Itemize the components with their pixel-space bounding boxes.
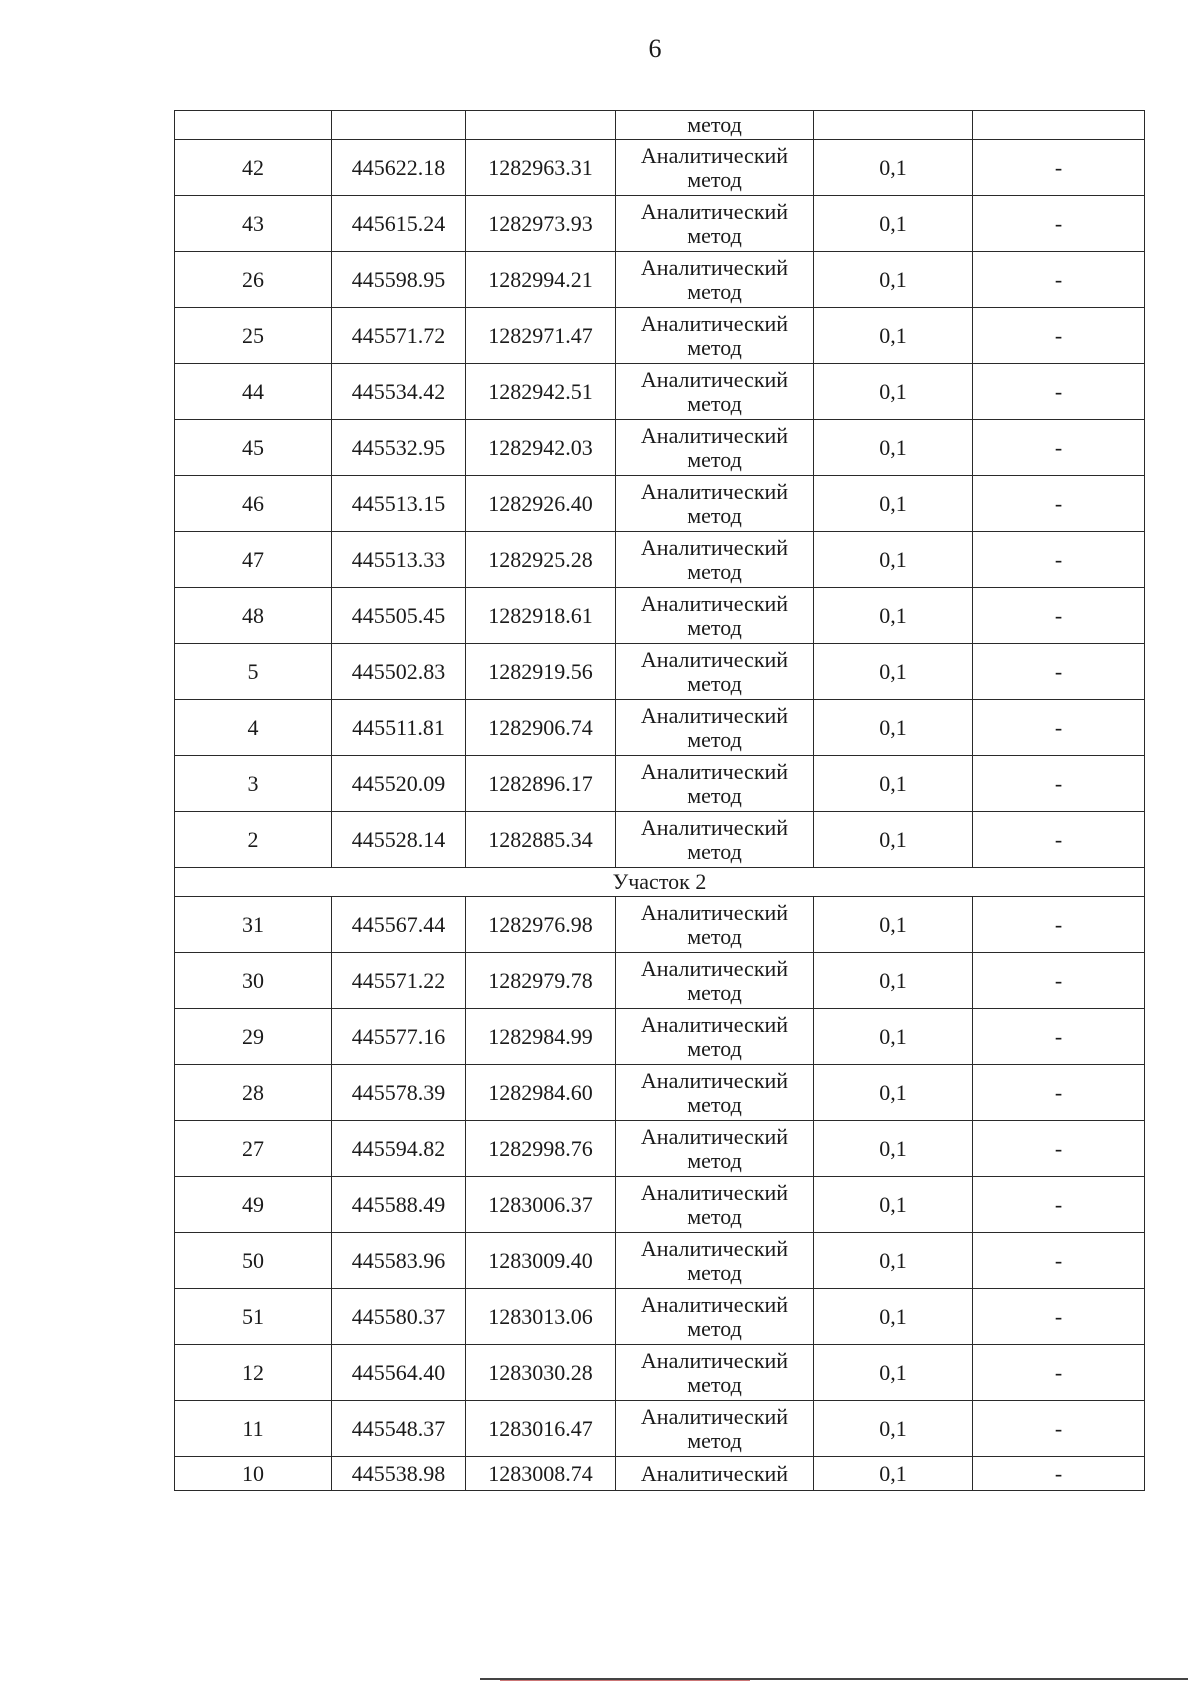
table-row: [175, 1065, 1145, 1121]
method-word-1: Аналитический: [640, 1179, 789, 1205]
method-word-2: метод: [687, 614, 742, 640]
cell-dash: -: [973, 140, 1145, 196]
cell-empty: [332, 111, 466, 140]
table-row: [175, 364, 1145, 420]
cell-method: Аналитический: [616, 1457, 814, 1491]
method-word-2: метод: [687, 726, 742, 752]
method-word-1: Аналитический: [640, 198, 789, 224]
method-word-2: метод: [687, 390, 742, 416]
cell-point-number: 11: [175, 1401, 332, 1457]
method-word-1: Аналитический: [640, 590, 789, 616]
table-row: [175, 1233, 1145, 1289]
table-row: [175, 1121, 1145, 1177]
cell-point-number: 45: [175, 420, 332, 476]
table-row: [175, 1289, 1145, 1345]
cell-y-coordinate: 1283030.28: [466, 1345, 616, 1401]
method-word-2: метод: [687, 923, 742, 949]
table-row: [175, 644, 1145, 700]
cell-x-coordinate: 445598.95: [332, 252, 466, 308]
method-word-2: метод: [687, 838, 742, 864]
method-word-2: метод: [687, 278, 742, 304]
cell-accuracy: 0,1: [814, 1009, 973, 1065]
table-row: [175, 252, 1145, 308]
cell-accuracy: 0,1: [814, 364, 973, 420]
cell-dash: -: [973, 700, 1145, 756]
cell-empty: [973, 111, 1145, 140]
cell-x-coordinate: 445578.39: [332, 1065, 466, 1121]
cell-method: [616, 1177, 814, 1233]
cell-dash: -: [973, 1009, 1145, 1065]
cell-accuracy: 0,1: [814, 812, 973, 868]
method-word-1: Аналитический: [640, 534, 789, 560]
table-row-last: [175, 1457, 1145, 1491]
cell-point-number: 5: [175, 644, 332, 700]
cell-dash: -: [973, 1401, 1145, 1457]
cell-point-number: 44: [175, 364, 332, 420]
cell-x-coordinate: 445520.09: [332, 756, 466, 812]
cell-y-coordinate: 1283006.37: [466, 1177, 616, 1233]
cell-accuracy: 0,1: [814, 532, 973, 588]
cell-dash: -: [973, 1345, 1145, 1401]
cell-method: [616, 1233, 814, 1289]
method-word-1: Аналитический: [640, 1347, 789, 1373]
table-row: [175, 140, 1145, 196]
method-word-1: Аналитический: [640, 366, 789, 392]
method-word-1: Аналитический: [640, 758, 789, 784]
cell-point-number: 46: [175, 476, 332, 532]
cell-y-coordinate: 1282963.31: [466, 140, 616, 196]
method-word-2: метод: [687, 979, 742, 1005]
cell-x-coordinate: 445580.37: [332, 1289, 466, 1345]
cell-accuracy: 0,1: [814, 140, 973, 196]
cell-method: [616, 252, 814, 308]
cell-accuracy: 0,1: [814, 308, 973, 364]
table-row: [175, 756, 1145, 812]
method-word-1: Аналитический: [640, 254, 789, 280]
cell-empty: [175, 111, 332, 140]
cell-point-number: 48: [175, 588, 332, 644]
cell-y-coordinate: 1282984.60: [466, 1065, 616, 1121]
cell-x-coordinate: 445577.16: [332, 1009, 466, 1065]
cell-y-coordinate: 1282885.34: [466, 812, 616, 868]
method-word-1: Аналитический: [640, 1067, 789, 1093]
cell-point-number: 47: [175, 532, 332, 588]
cell-dash: -: [973, 812, 1145, 868]
cell-point-number: 31: [175, 897, 332, 953]
cell-empty: [814, 111, 973, 140]
table-row: [175, 532, 1145, 588]
cell-dash: -: [973, 420, 1145, 476]
method-word-2: метод: [687, 782, 742, 808]
method-word-2: метод: [687, 1147, 742, 1173]
cell-y-coordinate: 1282973.93: [466, 196, 616, 252]
method-word-2: метод: [687, 222, 742, 248]
method-word-1: Аналитический: [640, 1403, 789, 1429]
cell-accuracy: 0,1: [814, 644, 973, 700]
table-row: [175, 420, 1145, 476]
cell-method: [616, 364, 814, 420]
cell-point-number: 12: [175, 1345, 332, 1401]
cell-x-coordinate: 445571.22: [332, 953, 466, 1009]
cell-method: [616, 644, 814, 700]
cell-method: [616, 1121, 814, 1177]
cell-x-coordinate: 445594.82: [332, 1121, 466, 1177]
coordinates-table: [174, 110, 1145, 1491]
cell-dash: -: [973, 1289, 1145, 1345]
table-row: [175, 812, 1145, 868]
table-row: [175, 196, 1145, 252]
cell-accuracy: 0,1: [814, 196, 973, 252]
cell-method-continuation: метод: [616, 111, 814, 140]
cell-y-coordinate: 1282918.61: [466, 588, 616, 644]
cell-y-coordinate: 1283013.06: [466, 1289, 616, 1345]
cell-point-number: 51: [175, 1289, 332, 1345]
cell-x-coordinate: 445588.49: [332, 1177, 466, 1233]
cell-y-coordinate: 1282976.98: [466, 897, 616, 953]
cell-accuracy: 0,1: [814, 1345, 973, 1401]
table-body: [175, 111, 1145, 1491]
cell-y-coordinate: 1283008.74: [466, 1457, 616, 1491]
cell-method: [616, 812, 814, 868]
cell-y-coordinate: 1282896.17: [466, 756, 616, 812]
cell-dash: -: [973, 953, 1145, 1009]
cell-accuracy: 0,1: [814, 1177, 973, 1233]
cell-x-coordinate: 445622.18: [332, 140, 466, 196]
cell-y-coordinate: 1283016.47: [466, 1401, 616, 1457]
method-word-2: метод: [687, 1091, 742, 1117]
method-word-1: Аналитический: [640, 814, 789, 840]
method-word-1: Аналитический: [640, 1235, 789, 1261]
cell-method: [616, 897, 814, 953]
cell-method: [616, 1401, 814, 1457]
section-row: [175, 868, 1145, 897]
method-word-1: Аналитический: [640, 1011, 789, 1037]
cell-method: [616, 700, 814, 756]
cell-method: [616, 1345, 814, 1401]
method-word-1: Аналитический: [640, 646, 789, 672]
cell-method: [616, 1065, 814, 1121]
cell-x-coordinate: 445564.40: [332, 1345, 466, 1401]
cell-method: [616, 953, 814, 1009]
cell-y-coordinate: 1282925.28: [466, 532, 616, 588]
cell-dash: -: [973, 588, 1145, 644]
cell-method: [616, 476, 814, 532]
cell-x-coordinate: 445528.14: [332, 812, 466, 868]
cell-x-coordinate: 445567.44: [332, 897, 466, 953]
cell-x-coordinate: 445548.37: [332, 1401, 466, 1457]
cell-y-coordinate: 1282998.76: [466, 1121, 616, 1177]
cell-dash: -: [973, 1233, 1145, 1289]
cell-x-coordinate: 445571.72: [332, 308, 466, 364]
section-title: Участок 2: [175, 868, 1145, 897]
table-row: [175, 1177, 1145, 1233]
cell-y-coordinate: 1282926.40: [466, 476, 616, 532]
cell-y-coordinate: 1282984.99: [466, 1009, 616, 1065]
cell-dash: -: [973, 1065, 1145, 1121]
cell-method: [616, 1009, 814, 1065]
cell-y-coordinate: 1282942.51: [466, 364, 616, 420]
cell-y-coordinate: 1282971.47: [466, 308, 616, 364]
cell-accuracy: 0,1: [814, 700, 973, 756]
cell-method: [616, 588, 814, 644]
page-number: 6: [648, 34, 662, 63]
table-row: [175, 897, 1145, 953]
cell-x-coordinate: 445615.24: [332, 196, 466, 252]
cell-point-number: 50: [175, 1233, 332, 1289]
cell-dash: -: [973, 476, 1145, 532]
cell-x-coordinate: 445534.42: [332, 364, 466, 420]
cell-point-number: 30: [175, 953, 332, 1009]
cell-y-coordinate: 1282994.21: [466, 252, 616, 308]
method-word-1: Аналитический: [640, 478, 789, 504]
cell-dash: -: [973, 1121, 1145, 1177]
cell-method: [616, 420, 814, 476]
cell-dash: -: [973, 364, 1145, 420]
cell-y-coordinate: 1282919.56: [466, 644, 616, 700]
cell-point-number: 27: [175, 1121, 332, 1177]
cell-point-number: 25: [175, 308, 332, 364]
cell-x-coordinate: 445502.83: [332, 644, 466, 700]
table-row: [175, 953, 1145, 1009]
cell-x-coordinate: 445511.81: [332, 700, 466, 756]
method-word-2: метод: [687, 1427, 742, 1453]
table-row: [175, 308, 1145, 364]
cell-accuracy: 0,1: [814, 1457, 973, 1491]
cell-point-number: 43: [175, 196, 332, 252]
cell-dash: -: [973, 532, 1145, 588]
method-word-2: метод: [687, 1203, 742, 1229]
cell-y-coordinate: 1282906.74: [466, 700, 616, 756]
cell-accuracy: 0,1: [814, 252, 973, 308]
cell-dash: -: [973, 756, 1145, 812]
cell-method: [616, 308, 814, 364]
method-word-1: Аналитический: [640, 310, 789, 336]
table-row: [175, 700, 1145, 756]
cell-y-coordinate: 1283009.40: [466, 1233, 616, 1289]
cell-method: [616, 532, 814, 588]
cell-accuracy: 0,1: [814, 953, 973, 1009]
table-row: [175, 476, 1145, 532]
cell-point-number: 2: [175, 812, 332, 868]
method-word-1: Аналитический: [640, 422, 789, 448]
cell-dash: -: [973, 252, 1145, 308]
method-word-2: метод: [687, 502, 742, 528]
method-word-2: метод: [687, 166, 742, 192]
table-row: [175, 1009, 1145, 1065]
method-word-2: метод: [687, 558, 742, 584]
continuation-row: [175, 111, 1145, 140]
cell-x-coordinate: 445583.96: [332, 1233, 466, 1289]
cell-method: [616, 756, 814, 812]
cell-x-coordinate: 445532.95: [332, 420, 466, 476]
cell-accuracy: 0,1: [814, 1289, 973, 1345]
cell-point-number: 4: [175, 700, 332, 756]
cell-x-coordinate: 445505.45: [332, 588, 466, 644]
cell-accuracy: 0,1: [814, 588, 973, 644]
method-word-2: метод: [687, 1371, 742, 1397]
cell-accuracy: 0,1: [814, 756, 973, 812]
method-word-1: Аналитический: [640, 142, 789, 168]
cell-x-coordinate: 445513.33: [332, 532, 466, 588]
method-word-1: Аналитический: [640, 899, 789, 925]
cell-y-coordinate: 1282979.78: [466, 953, 616, 1009]
cell-x-coordinate: 445513.15: [332, 476, 466, 532]
cell-dash: -: [973, 196, 1145, 252]
cell-point-number: 29: [175, 1009, 332, 1065]
cell-x-coordinate: 445538.98: [332, 1457, 466, 1491]
cell-dash: -: [973, 1457, 1145, 1491]
method-word-2: метод: [687, 1035, 742, 1061]
cell-accuracy: 0,1: [814, 420, 973, 476]
cell-point-number: 49: [175, 1177, 332, 1233]
cell-method: [616, 196, 814, 252]
table-row: [175, 1401, 1145, 1457]
bottom-rule-accent: [500, 1680, 750, 1681]
cell-accuracy: 0,1: [814, 1233, 973, 1289]
cell-dash: -: [973, 1177, 1145, 1233]
cell-accuracy: 0,1: [814, 1065, 973, 1121]
cell-dash: -: [973, 644, 1145, 700]
cell-point-number: 3: [175, 756, 332, 812]
cell-dash: -: [973, 308, 1145, 364]
method-word-2: метод: [687, 334, 742, 360]
cell-point-number: 28: [175, 1065, 332, 1121]
method-word-2: метод: [687, 1315, 742, 1341]
method-word-1: Аналитический: [640, 1291, 789, 1317]
cell-accuracy: 0,1: [814, 1401, 973, 1457]
table-row: [175, 588, 1145, 644]
cell-dash: -: [973, 897, 1145, 953]
method-word-1: Аналитический: [640, 702, 789, 728]
cell-method: [616, 140, 814, 196]
cell-point-number: 10: [175, 1457, 332, 1491]
method-word-2: метод: [687, 446, 742, 472]
cell-point-number: 42: [175, 140, 332, 196]
method-word-2: метод: [687, 1259, 742, 1285]
cell-point-number: 26: [175, 252, 332, 308]
cell-accuracy: 0,1: [814, 476, 973, 532]
cell-method: [616, 1289, 814, 1345]
table-row: [175, 1345, 1145, 1401]
cell-accuracy: 0,1: [814, 897, 973, 953]
cell-accuracy: 0,1: [814, 1121, 973, 1177]
cell-y-coordinate: 1282942.03: [466, 420, 616, 476]
method-word-2: метод: [687, 670, 742, 696]
method-word-1: Аналитический: [640, 1123, 789, 1149]
cell-empty: [466, 111, 616, 140]
method-word-1: Аналитический: [640, 955, 789, 981]
